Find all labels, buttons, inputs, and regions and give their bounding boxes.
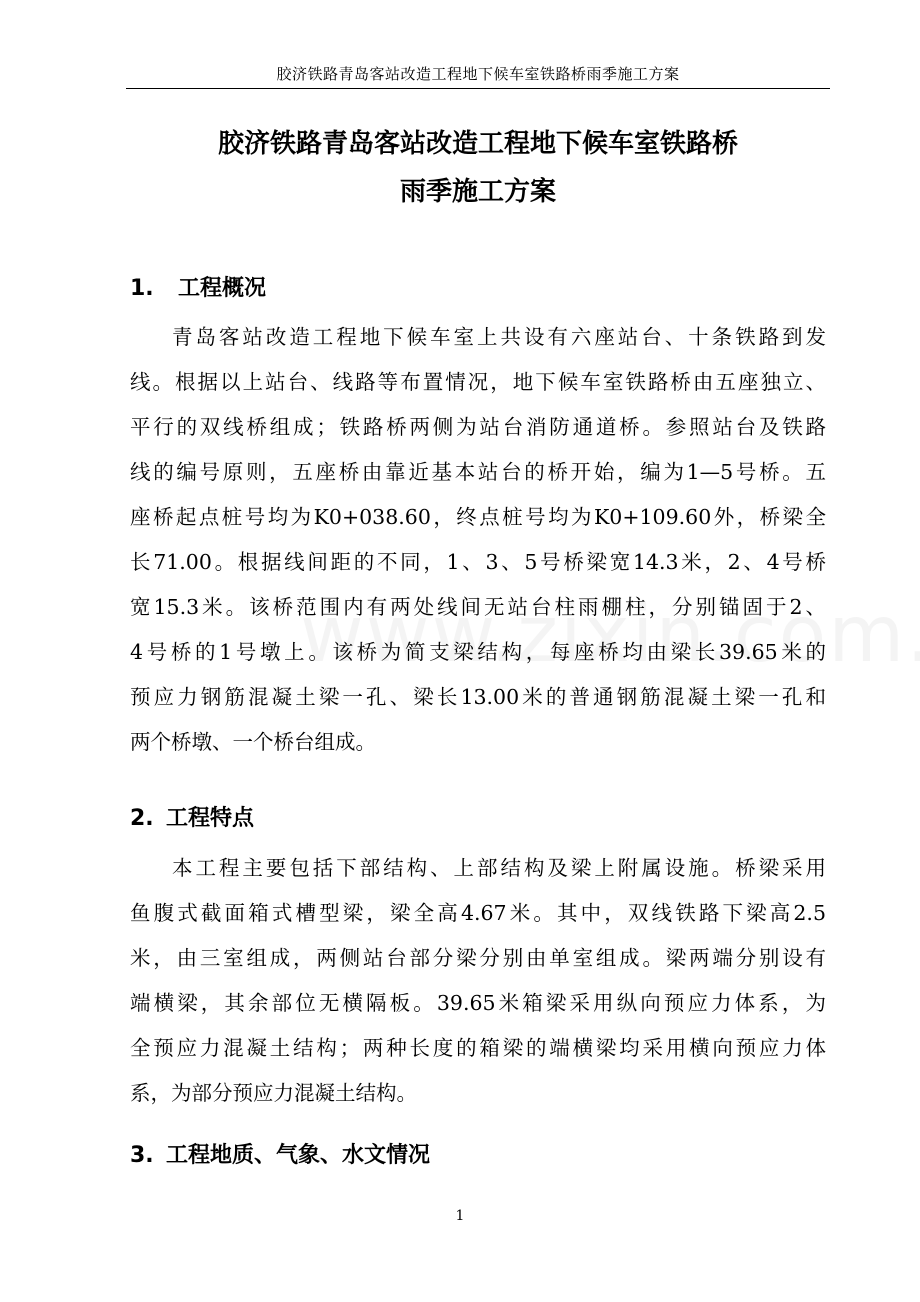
section-heading-features	[130, 804, 254, 834]
paragraph-line: 鱼腹式截面箱式槽型梁，梁全高4.67米。其中，双线铁路下梁高2.5	[130, 901, 826, 925]
running-header: 胶济铁路青岛客站改造工程地下候车室铁路桥雨季施工方案	[276, 65, 680, 83]
section-title: 工程地质、气象、水文情况	[166, 1143, 431, 1168]
paragraph-line: 座桥起点桩号均为K0+038.60，终点桩号均为K0+109.60外，桥梁全	[130, 505, 826, 529]
paragraph-line: 两个桥墩、一个桥台组成。	[130, 730, 376, 754]
section-title: 工程概况	[178, 276, 267, 301]
paragraph-line: 端横梁，其余部位无横隔板。39.65米箱梁采用纵向预应力体系，为	[130, 991, 826, 1015]
section-heading-geology	[130, 1141, 430, 1171]
paragraph-line: 本工程主要包括下部结构、上部结构及梁上附属设施。桥梁采用	[172, 856, 826, 880]
section-number: 1.	[130, 276, 154, 301]
paragraph-line: 平行的双线桥组成；铁路桥两侧为站台消防通道桥。参照站台及铁路	[130, 415, 826, 439]
paragraph-line: 4号桥的1号墩上。该桥为简支梁结构，每座桥均由梁长39.65米的	[130, 640, 826, 664]
document-title-line-2: 雨季施工方案	[399, 177, 556, 207]
paragraph-line: 线的编号原则，五座桥由靠近基本站台的桥开始，编为1—5号桥。五	[130, 460, 826, 484]
paragraph-line: 米，由三室组成，两侧站台部分梁分别由单室组成。梁两端分别设有	[130, 946, 826, 970]
section-title: 工程特点	[166, 806, 255, 831]
paragraph-line: 系，为部分预应力混凝土结构。	[130, 1081, 417, 1105]
paragraph-line: 青岛客站改造工程地下候车室上共设有六座站台、十条铁路到发	[172, 325, 826, 349]
section-number: 3.	[130, 1143, 154, 1168]
paragraph-line: 线。根据以上站台、线路等布置情况，地下候车室铁路桥由五座独立、	[130, 370, 826, 394]
document-title-line-1: 胶济铁路青岛客站改造工程地下候车室铁路桥	[217, 129, 738, 159]
page-number: 1	[455, 1208, 465, 1224]
header-rule	[126, 88, 830, 89]
section-number: 2.	[130, 806, 154, 831]
paragraph-line: 全预应力混凝土结构；两种长度的箱梁的端横梁均采用横向预应力体	[130, 1036, 826, 1060]
section-heading-overview	[130, 274, 266, 304]
paragraph-line: 预应力钢筋混凝土梁一孔、梁长13.00米的普通钢筋混凝土梁一孔和	[130, 685, 826, 709]
paragraph-line: 长71.00。根据线间距的不同，1、3、5号桥梁宽14.3米，2、4号桥	[130, 550, 826, 574]
paragraph-line: 宽15.3米。该桥范围内有两处线间无站台柱雨棚柱，分别锚固于2、	[130, 595, 826, 619]
